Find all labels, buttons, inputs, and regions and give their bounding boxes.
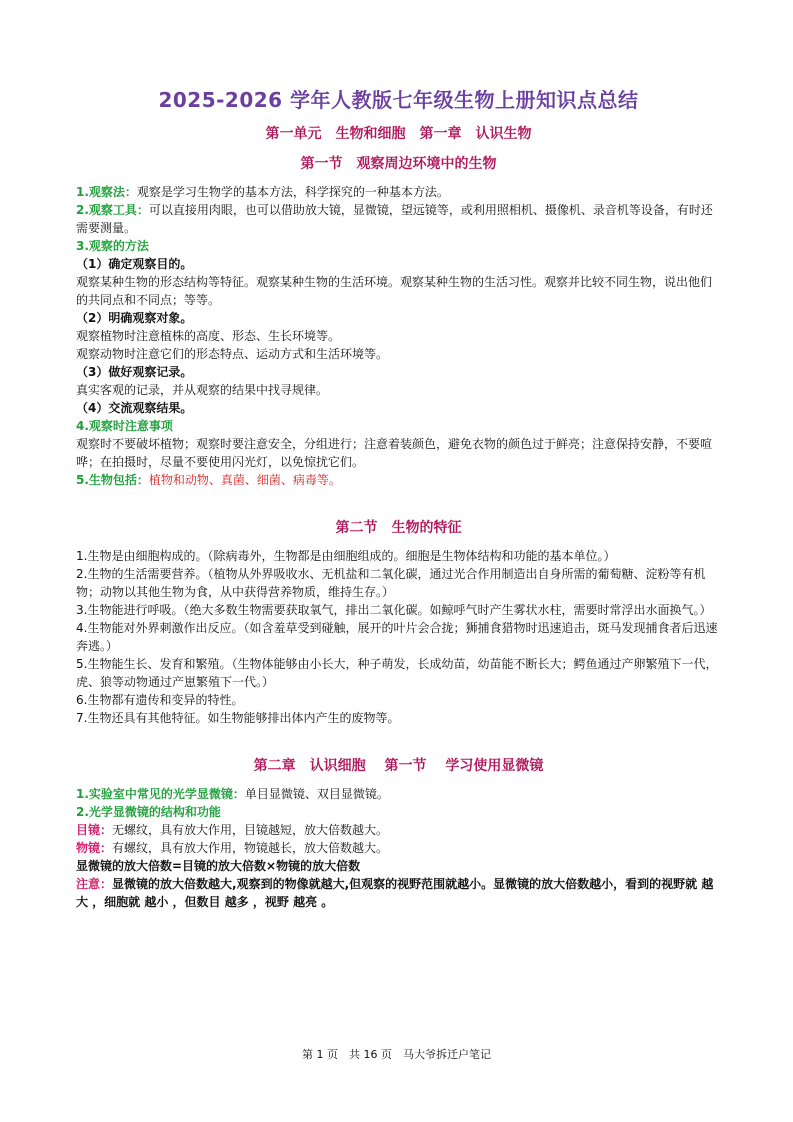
unit-heading: 第一单元 生物和细胞 第一章 认识生物 [265, 126, 532, 142]
section2-heading: 第二节 生物的特征 [335, 520, 462, 536]
chapter2-heading: 第二章 认识细胞 第一节 学习使用显微镜 [253, 758, 544, 774]
list-item: 观察某种生物的形态结构等特征。观察某种生物的生活环境。观察某种生物的生活习性。观察并比较不同生物，说出他们的共同点和不同点；等等。 [76, 275, 713, 307]
list-item: 6.生物都有遗传和变异的特性。 [76, 693, 244, 707]
list-item: 2.生物的生活需要营养。（植物从外界吸收水、无机盐和二氧化碳，通过光合作用制造出自身所需的葡萄糖、淀粉等有机物；动物以其他生物为食，从中获得营养物质，维持生存。） [76, 567, 706, 599]
document-title: 2025-2026 学年人教版七年级生物上册知识点总结 [158, 88, 639, 112]
list-item: （3）做好观察记录。 [76, 365, 193, 379]
list-item: 4.生物能对外界刺激作出反应。（如含羞草受到碰触，展开的叶片会合拢；狮捕食猎物时迅速追击，斑马发现捕食者后迅速奔逃。） [76, 621, 718, 653]
page-footer: 第 1 页 共 16 页 马大爷拆迁户笔记 [302, 1048, 491, 1061]
list-item: 注意：显微镜的放大倍数越大,观察到的物像就越大,但观察的视野范围就越小。显微镜的放大倍数越小，看到的视野就 越大 ，细胞就 越小 ，但数目 越多 ，视野 越亮 。 [76, 877, 714, 909]
list-item: 观察植物时注意植株的高度、形态、生长环境等。 [76, 329, 341, 343]
list-item: 1.生物是由细胞构成的。（除病毒外，生物都是由细胞组成的。细胞是生物体结构和功能的基本单位。） [76, 549, 616, 563]
section2-list [76, 547, 721, 727]
list-item: 真实客观的记录，并从观察的结果中找寻规律。 [76, 383, 329, 397]
list-item: （1）确定观察目的。 [76, 257, 193, 271]
list-item: 目镜：无螺纹，具有放大作用，目镜越短，放大倍数越大。 [76, 823, 389, 837]
list-item: 物镜：有螺纹，具有放大作用，物镜越长，放大倍数越大。 [76, 841, 389, 855]
list-item: 观察时不要破坏植物；观察时要注意安全，分组进行；注意着装颜色，避免衣物的颜色过于鲜亮；注意保持安静，不要喧哗；在拍摄时，尽量不要使用闪光灯，以免惊扰它们。 [76, 437, 713, 469]
list-item: 4.观察时注意事项 [76, 419, 173, 433]
list-item: 2.光学显微镜的结构和功能 [76, 805, 221, 819]
list-item: 1.实验室中常见的光学显微镜：单目显微镜、双目显微镜。 [76, 787, 389, 801]
section1-list [76, 183, 721, 489]
list-item: 2.观察工具：可以直接用肉眼，也可以借助放大镜，显微镜，望远镜等，或利用照相机、摄像机、录音机等设备，有时还需要测量。 [76, 203, 713, 235]
list-item: 观察动物时注意它们的形态特点、运动方式和生活环境等。 [76, 347, 389, 361]
chapter2-list [76, 785, 721, 911]
list-item: 7.生物还具有其他特征。如生物能够排出体内产生的废物等。 [76, 711, 400, 725]
list-item: （4）交流观察结果。 [76, 401, 193, 415]
list-item: （2）明确观察对象。 [76, 311, 193, 325]
list-item: 显微镜的放大倍数=目镜的放大倍数×物镜的放大倍数 [76, 859, 361, 873]
list-item: 3.观察的方法 [76, 239, 149, 253]
section1-heading: 第一节 观察周边环境中的生物 [300, 156, 497, 172]
list-item: 5.生物能生长、发育和繁殖。（生物体能够由小长大，种子萌发，长成幼苗，幼苗能不断长大；鳄鱼通过产卵繁殖下一代，虎、狼等动物通过产崽繁殖下一代。） [76, 657, 718, 689]
list-item: 1.观察法：观察是学习生物学的基本方法，科学探究的一种基本方法。 [76, 185, 449, 199]
list-item: 5.生物包括：植物和动物、真菌、细菌、病毒等。 [76, 473, 341, 487]
list-item: 3.生物能进行呼吸。（绝大多数生物需要获取氧气，排出二氧化碳。如鲸呼气时产生雾状水柱，需要时常浮出水面换气。） [76, 603, 712, 617]
document-page [76, 84, 721, 911]
